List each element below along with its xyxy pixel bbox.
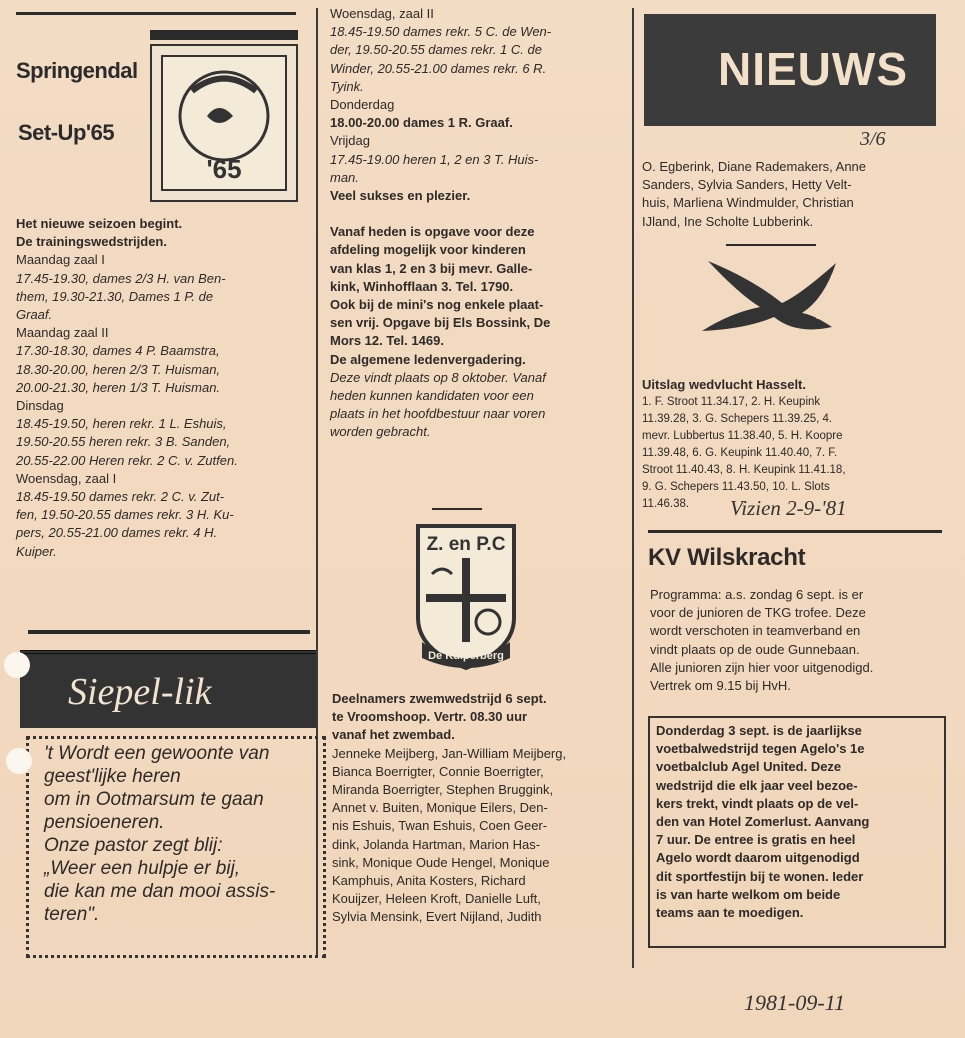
schedule-line: them, 19.30-21.30, Dames 1 P. de [16,288,214,304]
voetbal-notice [656,722,944,922]
notice-line: voetbalwedstrijd tegen Agelo's 1e [656,741,865,757]
poem-line: die kan me dan mooi assis- [44,881,276,902]
column-divider-2 [632,8,634,968]
schedule-line: 18.45-19.50, heren rekr. 1 L. Eshuis, [16,416,227,432]
poem-line: teren". [44,904,100,925]
kv-line: Alle junioren zijn hier voor uitgenodigd. [650,659,874,675]
notice-line: teams aan te moedigen. [656,905,804,921]
notice-line: Agelo wordt daarom uitgenodigd [656,850,860,866]
headline-season: Het nieuwe seizoen begint. [16,216,183,231]
schedule-line: 17.30-18.30, dames 4 P. Baamstra, [16,343,220,359]
result-line: Stroot 11.40.43, 8. H. Keupink 11.41.18, [642,464,846,476]
poem-line: Onze pastor zegt blij: [44,835,223,856]
result-line: 11.39.28, 3. G. Schepers 11.39.25, 4. [642,413,833,425]
poem-line: pensioeneren. [44,812,165,833]
kv-line: Programma: a.s. zondag 6 sept. is er [650,587,864,602]
name-line: huis, Marliena Windmulder, Christian [642,195,854,211]
schedule-line: Winder, 20.55-21.00 dames rekr. 6 R. [330,60,547,76]
schedule-line: Maandag zaal II [16,325,109,341]
schedule-line: worden gebracht. [330,424,431,440]
result-line: 11.46.38. [642,498,690,510]
names-list [642,158,932,231]
schedule-line: 18.45-19.50 dames rekr. 5 C. de Wen- [330,24,552,40]
notice-line: 7 uur. De entree is gratis en heel [656,832,856,848]
kv-line: voor de junioren de TKG trofee. Deze [650,605,866,621]
punch-hole-bottom [6,748,32,774]
handwritten-date: Vizien 2-9-'81 [730,496,847,520]
schedule-line: De algemene ledenvergadering. [330,351,526,367]
schedule-line: 18.00-20.00 dames 1 R. Graaf. [330,115,513,131]
result-line: 9. G. Schepers 11.43.50, 10. L. Slots [642,481,830,493]
notice-line: den van Hotel Zomerlust. Aanvang [656,814,870,830]
handwritten-note-top: 3/6 [860,128,886,150]
schedule-line: der, 19.50-20.55 dames rekr. 1 C. de [330,42,542,58]
notice-line: Donderdag 3 sept. is de jaarlijkse [656,723,862,738]
set-up-65-logo [150,44,298,202]
swim-line: Kouijzer, Heleen Kroft, Danielle Luft, [332,891,541,907]
schedule-line: 18.45-19.50 dames rekr. 2 C. v. Zut- [16,489,225,505]
schedule-line: pers, 20.55-21.00 dames rekr. 4 H. [16,525,218,541]
schedule-line: fen, 19.50-20.55 dames rekr. 3 H. Ku- [16,507,234,523]
poem-line: „Weer een hulpje er bij, [44,858,241,879]
logo-top-rule [150,30,298,40]
schedule-line: Kuiper. [16,543,57,559]
name-line: Sanders, Sylvia Sanders, Hetty Velt- [642,177,852,193]
schedule-line: Tyink. [330,78,364,94]
schedule-line: Veel sukses en plezier. [330,188,471,204]
swim-line: Kamphuis, Anita Kosters, Richard [332,873,526,889]
schedule-line [330,205,626,223]
kv-line: vindt plaats op de oude Gunnebaan. [650,641,860,657]
swim-line: Miranda Boerrigter, Stephen Bruggink, [332,782,554,798]
schedule-line: 20.00-21.30, heren 1/3 T. Huisman. [16,379,221,395]
swim-line: Sylvia Mensink, Evert Nijland, Judith [332,909,542,925]
schedule-line: Woensdag, zaal I [16,470,117,486]
schedule-line: afdeling mogelijk voor kinderen [330,242,526,258]
divider-siepel [28,630,310,634]
club-title-line1: Springendal [16,58,138,83]
punch-hole-top [4,652,30,678]
uitslag-section [642,376,938,513]
schedule-line: plaats in het hoofdbestuur naar voren [330,406,546,422]
divider-badge [432,508,482,510]
kv-wilskracht-heading: KV Wilskracht [648,544,806,571]
poem-line: geest'lijke heren [44,766,181,787]
column-swim [332,690,628,927]
swim-line: te Vroomshoop. Vertr. 08.30 uur [332,709,528,725]
nieuws-banner [644,14,936,126]
schedule-line: Woensdag, zaal II [330,6,434,21]
uitslag-heading: Uitslag wedvlucht Hasselt. [642,377,806,392]
swim-line: Bianca Boerrigter, Connie Boerrigter, [332,763,544,779]
nieuws-title: NIEUWS [718,43,908,95]
schedule-line: Vrijdag [330,133,370,149]
result-line: 11.39.48, 6. G. Keupink 11.40.40, 7. F. [642,447,838,459]
schedule-list [16,251,306,560]
schedule-line: Dinsdag [16,398,64,414]
swim-line: vanaf het zwembad. [332,727,455,743]
badge-bottom-text: De Kuiperberg [428,650,504,662]
schedule-line: van klas 1, 2 en 3 bij mevr. Galle- [330,260,533,276]
name-line: IJland, Ine Scholte Lubberink. [642,213,814,229]
divider-kv [648,530,942,533]
schedule-line: 19.50-20.55 heren rekr. 3 B. Sanden, [16,434,231,450]
swim-line: dink, Jolanda Hartman, Marion Has- [332,836,541,852]
schedule-line: Graaf. [16,307,53,323]
swim-list [332,690,628,927]
column-set-up [16,215,306,561]
result-line: mevr. Lubbertus 11.38.40, 5. H. Koopre [642,430,843,442]
schedule-line: Donderdag [330,97,395,113]
name-line: O. Egberink, Diane Rademakers, Anne [642,159,867,174]
column-sports-2 [330,5,626,442]
handwritten-footer-date: 1981-09-11 [744,990,846,1015]
schedule-line: 17.45-19.00 heren 1, 2 en 3 T. Huis- [330,151,539,167]
schedule-line: 17.45-19.30, dames 2/3 H. van Ben- [16,270,226,286]
swim-line: Annet v. Buiten, Monique Eilers, Den- [332,800,548,816]
schedule-line: 20.55-22.00 Heren rekr. 2 C. v. Zutfen. [16,452,238,468]
zpc-kuiperberg-badge [414,522,518,672]
schedule-line: Vanaf heden is opgave voor deze [330,224,535,240]
schedule-line: 18.30-20.00, heren 2/3 T. Huisman, [16,361,221,377]
kv-programma [650,586,944,695]
top-rule-left [16,12,296,15]
swim-line: nis Eshuis, Twan Eshuis, Coen Geer- [332,818,548,834]
siepel-header [20,650,316,728]
notice-line: dit sportfestijn bij te wonen. Ieder [656,868,864,884]
schedule-list-2 [330,5,626,442]
poem-line: 't Wordt een gewoonte van [44,743,270,764]
notice-line: is van harte welkom om beide [656,886,841,902]
poem-line: om in Ootmarsum te gaan [44,789,264,810]
notice-line: wedstrijd die elk jaar veel bezoe- [656,777,858,793]
schedule-line: sen vrij. Opgave bij Els Bossink, De [330,315,551,331]
kv-line: wordt verschoten in teamverband en [650,623,861,639]
svg-text:'65: '65 [206,154,242,184]
club-title-line2: Set-Up'65 [18,120,115,145]
headline-training: De trainingswedstrijden. [16,234,167,250]
divider-bird [726,244,816,246]
swim-line: Deelnamers zwemwedstrijd 6 sept. [332,691,547,706]
kv-line: Vertrek om 9.15 bij HvH. [650,678,791,694]
schedule-line: Ook bij de mini's nog enkele plaat- [330,297,544,313]
badge-top-text: Z. en P.C [426,534,506,555]
schedule-line: heden kunnen kandidaten voor een [330,388,534,404]
result-line: 1. F. Stroot 11.34.17, 2. H. Keupink [642,396,821,408]
pigeon-icon [700,255,840,350]
schedule-line: kink, Winhofflaan 3. Tel. 1790. [330,278,514,294]
notice-line: voetbalclub Agel United. Deze [656,759,842,775]
swim-line: sink, Monique Oude Hengel, Monique [332,854,550,870]
swim-line: Jenneke Meijberg, Jan-William Meijberg, [332,745,567,761]
schedule-line: man. [330,169,359,185]
notice-line: kers trekt, vindt plaats op de vel- [656,795,859,811]
schedule-line: Deze vindt plaats op 8 oktober. Vanaf [330,369,546,385]
siepel-poem [44,742,314,926]
schedule-line: Maandag zaal I [16,252,105,268]
siepel-title: Siepel-lik [68,671,212,713]
schedule-line: Mors 12. Tel. 1469. [330,333,444,349]
